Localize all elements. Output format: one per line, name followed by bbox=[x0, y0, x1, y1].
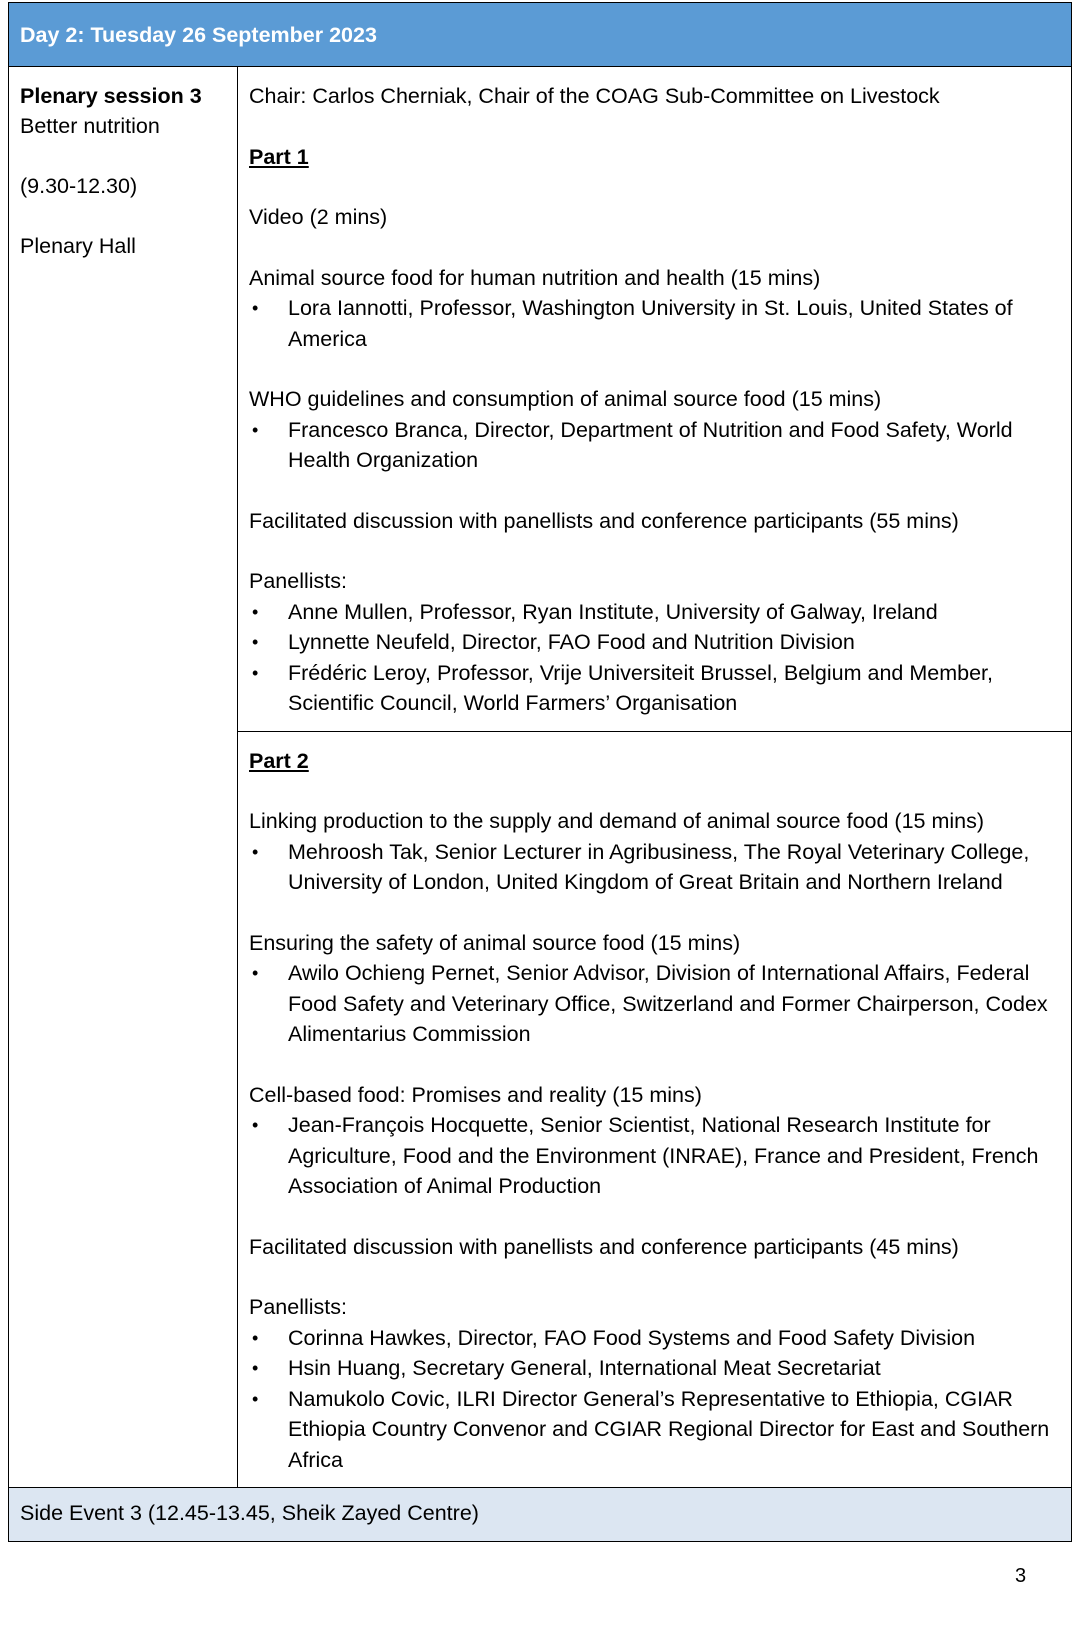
session-title: Plenary session 3 bbox=[20, 84, 202, 108]
panellist-list bbox=[249, 1323, 1061, 1476]
panellist-item bbox=[249, 1323, 1061, 1354]
topic-title: Cell-based food: Promises and reality (15 mins) bbox=[249, 1082, 702, 1107]
speaker-item bbox=[249, 837, 1061, 898]
page-number: 3 bbox=[1015, 1565, 1027, 1587]
panellists-label: Panellists: bbox=[249, 1295, 347, 1319]
speaker-list bbox=[249, 415, 1061, 476]
part2-cell bbox=[238, 731, 1072, 1488]
speaker-list bbox=[249, 837, 1061, 898]
part1-cell bbox=[238, 67, 1072, 732]
part1-heading: Part 1 bbox=[249, 144, 309, 169]
bullet-icon: • bbox=[252, 632, 259, 652]
bullet-icon: • bbox=[252, 1327, 259, 1348]
bullet-icon: • bbox=[252, 601, 259, 622]
topic-title: Linking production to the supply and demand of animal source food (15 mins) bbox=[249, 809, 985, 833]
bullet-icon: • bbox=[252, 419, 259, 440]
speaker-list bbox=[249, 1110, 1061, 1202]
panellist-text: Hsin Huang, Secretary General, International Meat Secretariat bbox=[288, 1356, 881, 1380]
agenda-table bbox=[8, 2, 1072, 1542]
bullet-icon: • bbox=[252, 298, 259, 318]
speaker-item bbox=[249, 293, 1061, 354]
session-subtitle: Better nutrition bbox=[20, 114, 160, 138]
speaker-text: Lora Iannotti, Professor, Washington University in St. Louis, United States of America bbox=[288, 296, 1013, 351]
speaker-text: Jean-François Hocquette, Senior Scientist, National Research Institute for Agriculture, Food and the Environment (INRAE), France and President, French Association of Animal Production bbox=[288, 1113, 1039, 1198]
part2-heading: Part 2 bbox=[249, 748, 309, 773]
panellist-item bbox=[249, 1353, 1061, 1384]
discussion-item: Facilitated discussion with panellists and conference participants (55 mins) bbox=[249, 508, 959, 533]
panellist-text: Lynnette Neufeld, Director, FAO Food and Nutrition Division bbox=[288, 630, 855, 654]
day-header: Day 2: Tuesday 26 September 2023 bbox=[9, 3, 1072, 67]
side-event-row: Side Event 3 (12.45-13.45, Sheik Zayed Centre) bbox=[9, 1488, 1072, 1542]
panellist-item bbox=[249, 1384, 1061, 1476]
bullet-icon: • bbox=[252, 841, 259, 862]
topic-title: Ensuring the safety of animal source food (15 mins) bbox=[249, 930, 741, 955]
panellist-list bbox=[249, 597, 1061, 719]
panellist-text: Namukolo Covic, ILRI Director General’s Representative to Ethiopia, CGIAR Ethiopia Country Convenor and CGIAR Regional Director for East and Southern Africa bbox=[288, 1386, 1050, 1472]
panellist-text: Corinna Hawkes, Director, FAO Food Systems and Food Safety Division bbox=[288, 1325, 976, 1350]
speaker-text: Francesco Branca, Director, Department of Nutrition and Food Safety, World Health Organization bbox=[288, 417, 1013, 472]
panellists-label: Panellists: bbox=[249, 569, 347, 593]
topic-title: Animal source food for human nutrition and health (15 mins) bbox=[249, 265, 821, 290]
panellist-item bbox=[249, 597, 1061, 628]
panellist-item bbox=[249, 658, 1061, 719]
session-time: (9.30-12.30) bbox=[20, 174, 138, 198]
speaker-text: Mehroosh Tak, Senior Lecturer in Agribusiness, The Royal Veterinary College, University of London, United Kingdom of Great Britain and Northern Ireland bbox=[288, 839, 1030, 894]
bullet-icon: • bbox=[252, 1388, 259, 1409]
video-item: Video (2 mins) bbox=[249, 205, 388, 229]
bullet-icon: • bbox=[252, 662, 259, 683]
bullet-icon: • bbox=[252, 1115, 259, 1135]
speaker-item bbox=[249, 415, 1061, 476]
speaker-item bbox=[249, 958, 1061, 1050]
bullet-icon: • bbox=[252, 1358, 259, 1378]
panellist-item bbox=[249, 627, 1061, 658]
panellist-text: Anne Mullen, Professor, Ryan Institute, University of Galway, Ireland bbox=[288, 599, 938, 624]
session-info bbox=[9, 67, 238, 1488]
speaker-list bbox=[249, 958, 1061, 1050]
chair-line: Chair: Carlos Cherniak, Chair of the COAG Sub-Committee on Livestock bbox=[249, 84, 940, 108]
topic-title: WHO guidelines and consumption of animal source food (15 mins) bbox=[249, 387, 882, 411]
bullet-icon: • bbox=[252, 963, 259, 983]
session-location: Plenary Hall bbox=[20, 234, 136, 258]
speaker-item bbox=[249, 1110, 1061, 1202]
speaker-list bbox=[249, 293, 1061, 354]
discussion-item: Facilitated discussion with panellists and conference participants (45 mins) bbox=[249, 1234, 959, 1259]
speaker-text: Awilo Ochieng Pernet, Senior Advisor, Division of International Affairs, Federal Food Safety and Veterinary Office, Switzerland and Former Chairperson, Codex Alimentarius Commission bbox=[288, 961, 1048, 1046]
panellist-text: Frédéric Leroy, Professor, Vrije Universiteit Brussel, Belgium and Member, Scientific Council, World Farmers’ Organisation bbox=[288, 660, 993, 715]
